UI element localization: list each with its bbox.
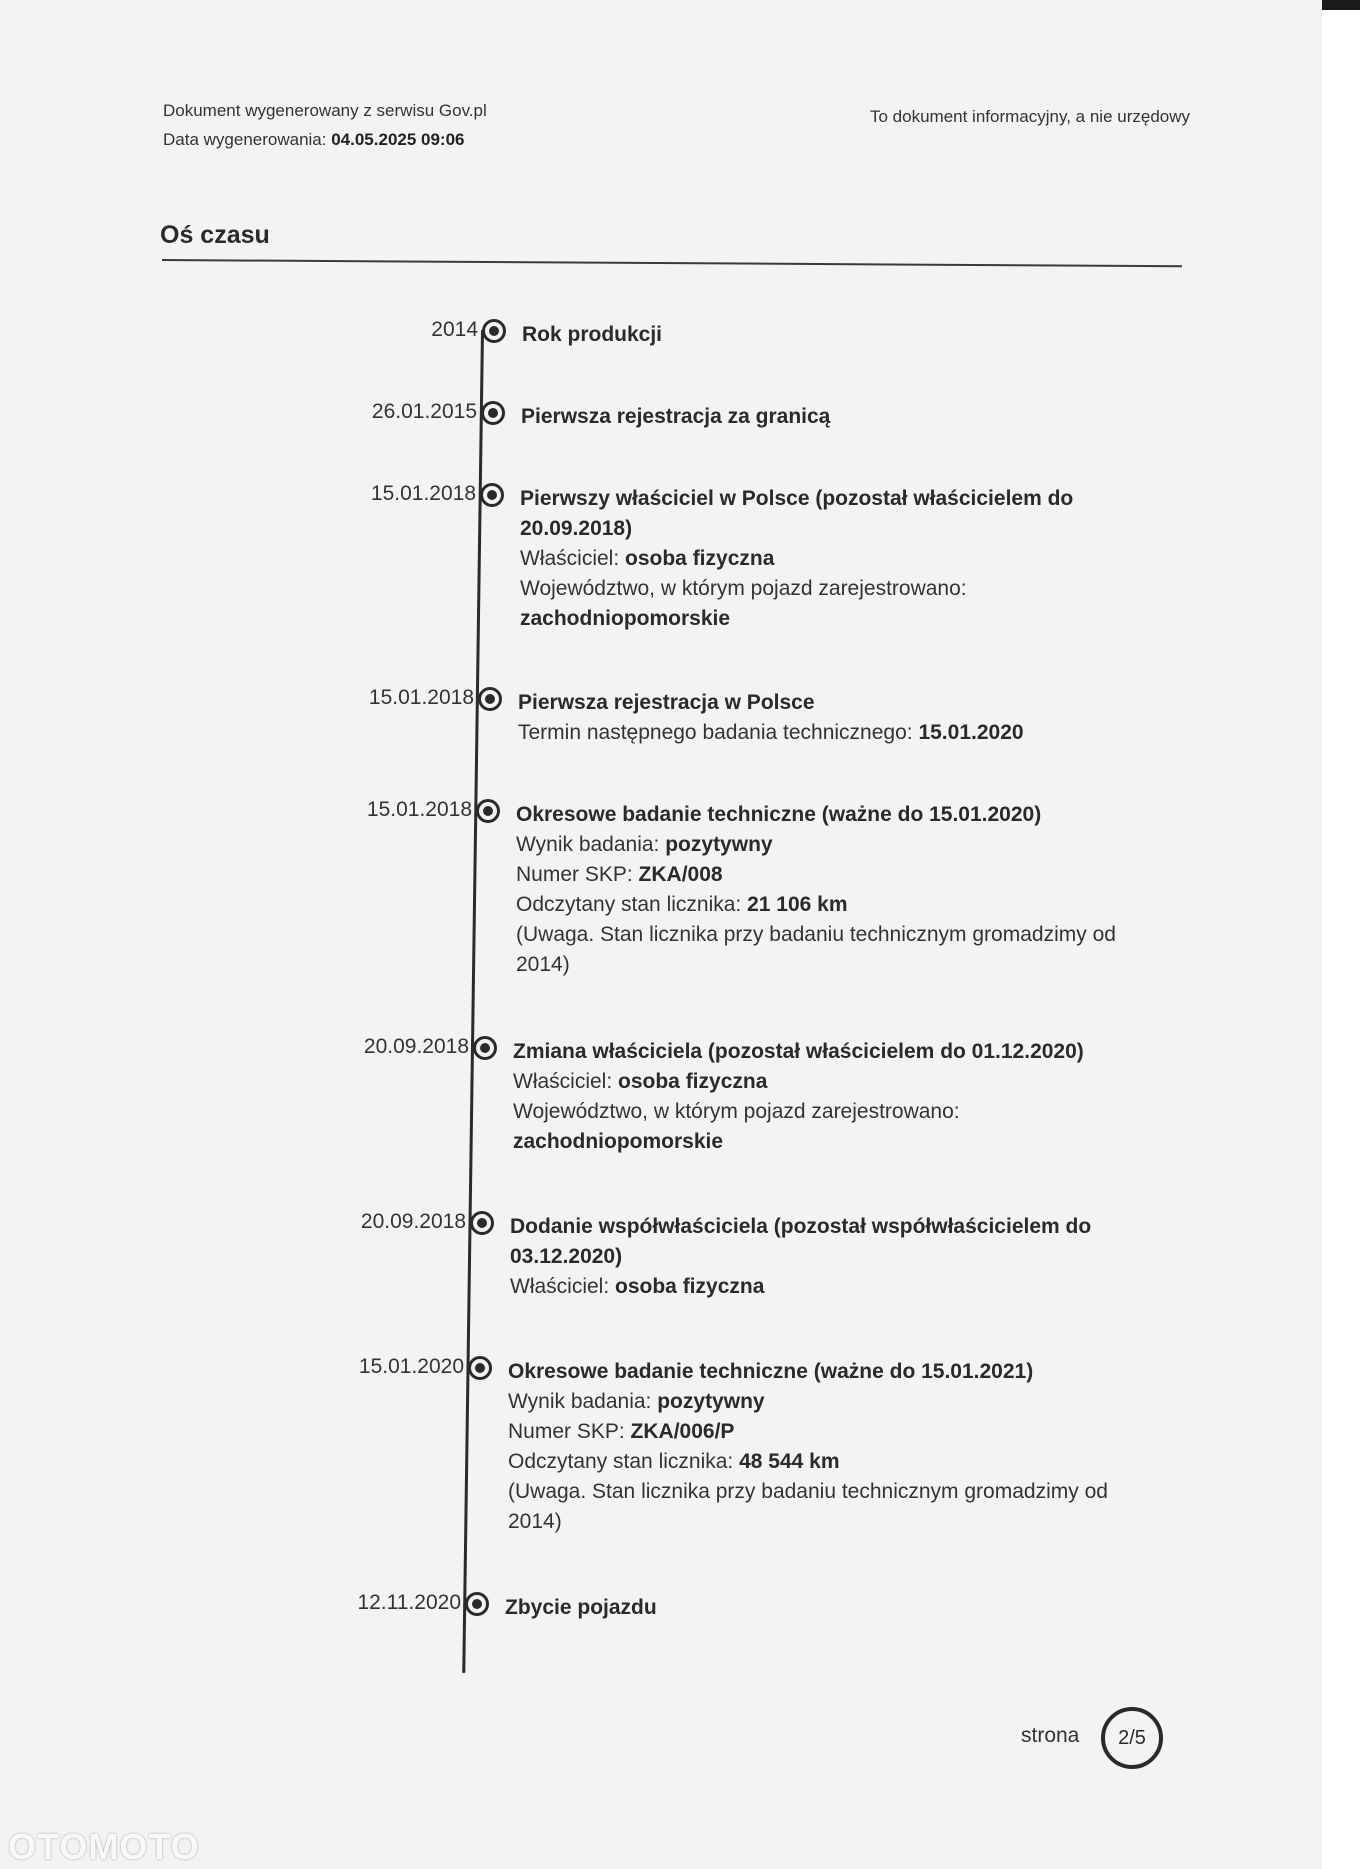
event-date: 15.01.2018 [370,482,476,505]
event-detail-value: 21 106 km [747,893,848,916]
event-date: 12.11.2020 [357,1591,461,1614]
event-detail-label: Właściciel: [513,1070,619,1093]
event-detail-label: Właściciel: [520,547,626,570]
event-content [505,1593,1125,1623]
event-content [520,484,1140,634]
event-detail-value: osoba fizyczna [618,1070,768,1093]
event-title: Okresowe badanie techniczne (ważne do 15.01.2020) [516,803,1042,826]
event-detail-label: Numer SKP: [508,1420,631,1443]
event-date: 15.01.2018 [366,798,472,821]
event-content [521,402,1141,432]
page-number: 2/5 [1118,1726,1146,1749]
event-detail-label: (Uwaga. Stan licznika przy badaniu technicznym gromadzimy od 2014) [516,923,1116,976]
event-detail-label: Właściciel: [510,1275,616,1298]
event-content [508,1357,1128,1537]
timeline-node-icon [465,1592,489,1616]
event-detail-line [520,544,1140,574]
event-content [516,800,1136,980]
event-title: Okresowe badanie techniczne (ważne do 15.01.2021) [508,1360,1034,1383]
event-detail-value: pozytywny [657,1390,765,1413]
timeline-node-icon [476,799,500,823]
event-detail-label: Termin następnego badania technicznego: [518,721,919,744]
generated-date-value: 04.05.2025 09:06 [331,130,465,149]
event-detail-line [518,718,1138,748]
event-detail-line [513,1067,1133,1097]
event-detail-line [516,830,1136,860]
event-date: 20.09.2018 [360,1210,466,1233]
page-label: strona [1021,1724,1080,1747]
event-detail-line [520,574,1140,634]
timeline-line [462,330,484,1673]
timeline-node-icon [482,319,506,343]
event-date: 15.01.2020 [358,1355,464,1378]
event-detail-label: Numer SKP: [516,863,639,886]
event-date: 20.09.2018 [363,1035,469,1058]
event-detail-value: ZKA/006/P [630,1420,735,1443]
event-detail-value: ZKA/008 [638,863,723,886]
event-detail-line [508,1447,1128,1477]
scan-edge [1322,0,1360,1869]
event-content [510,1212,1130,1302]
event-detail-value: osoba fizyczna [615,1275,765,1298]
timeline-node-icon [480,483,504,507]
event-title: Pierwszy właściciel w Polsce (pozostał właścicielem do 20.09.2018) [520,487,1074,540]
event-detail-value: zachodniopomorskie [513,1130,724,1153]
event-detail-line [513,1097,1133,1157]
event-detail-label: Województwo, w którym pojazd zarejestrowano: [513,1100,960,1123]
scan-edge-corner [1322,0,1360,10]
event-content [518,688,1138,748]
event-title: Zbycie pojazdu [505,1596,657,1619]
timeline-node-icon [470,1211,494,1235]
section-title: Oś czasu [160,221,270,249]
event-detail-line [516,920,1136,980]
event-detail-value: 15.01.2020 [918,721,1024,744]
event-title: Zmiana właściciela (pozostał właścicielem do 01.12.2020) [513,1040,1084,1063]
timeline-node-icon [478,687,502,711]
timeline-node-icon [468,1356,492,1380]
event-detail-value: pozytywny [665,833,773,856]
event-content [522,320,1142,350]
event-content [513,1037,1133,1157]
watermark-logo: OTOMOTO [8,1826,200,1867]
event-detail-label: Województwo, w którym pojazd zarejestrowano: [520,577,967,600]
event-title: Pierwsza rejestracja w Polsce [518,691,815,714]
event-date: 26.01.2015 [371,400,477,423]
page-number-badge [1101,1707,1163,1769]
event-detail-label: Odczytany stan licznika: [508,1450,740,1473]
event-detail-value: 48 544 km [739,1450,840,1473]
event-detail-line [508,1417,1128,1447]
document-notice: To dokument informacyjny, a nie urzędowy [870,107,1191,126]
event-detail-label: Wynik badania: [516,833,666,856]
event-detail-label: Odczytany stan licznika: [516,893,748,916]
event-detail-line [510,1272,1130,1302]
event-title: Pierwsza rejestracja za granicą [521,405,831,428]
timeline-node-icon [473,1036,497,1060]
timeline-node-icon [481,401,505,425]
event-detail-line [508,1477,1128,1537]
event-detail-label: Wynik badania: [508,1390,658,1413]
title-divider [162,259,1182,267]
event-detail-line [516,890,1136,920]
event-title: Rok produkcji [522,323,663,346]
generated-date-line [163,125,487,154]
event-detail-label: (Uwaga. Stan licznika przy badaniu technicznym gromadzimy od 2014) [508,1480,1108,1533]
event-date: 2014 [431,318,478,341]
event-detail-value: zachodniopomorskie [520,607,731,630]
generated-from-text: Dokument wygenerowany z serwisu Gov.pl [163,101,487,120]
event-detail-value: osoba fizyczna [625,547,775,570]
event-title: Dodanie współwłaściciela (pozostał współwłaścicielem do 03.12.2020) [510,1215,1092,1268]
event-detail-line [516,860,1136,890]
event-detail-line [508,1387,1128,1417]
event-date: 15.01.2018 [368,686,474,709]
header-generation-info [163,96,487,154]
generated-date-label: Data wygenerowania: [163,130,327,149]
